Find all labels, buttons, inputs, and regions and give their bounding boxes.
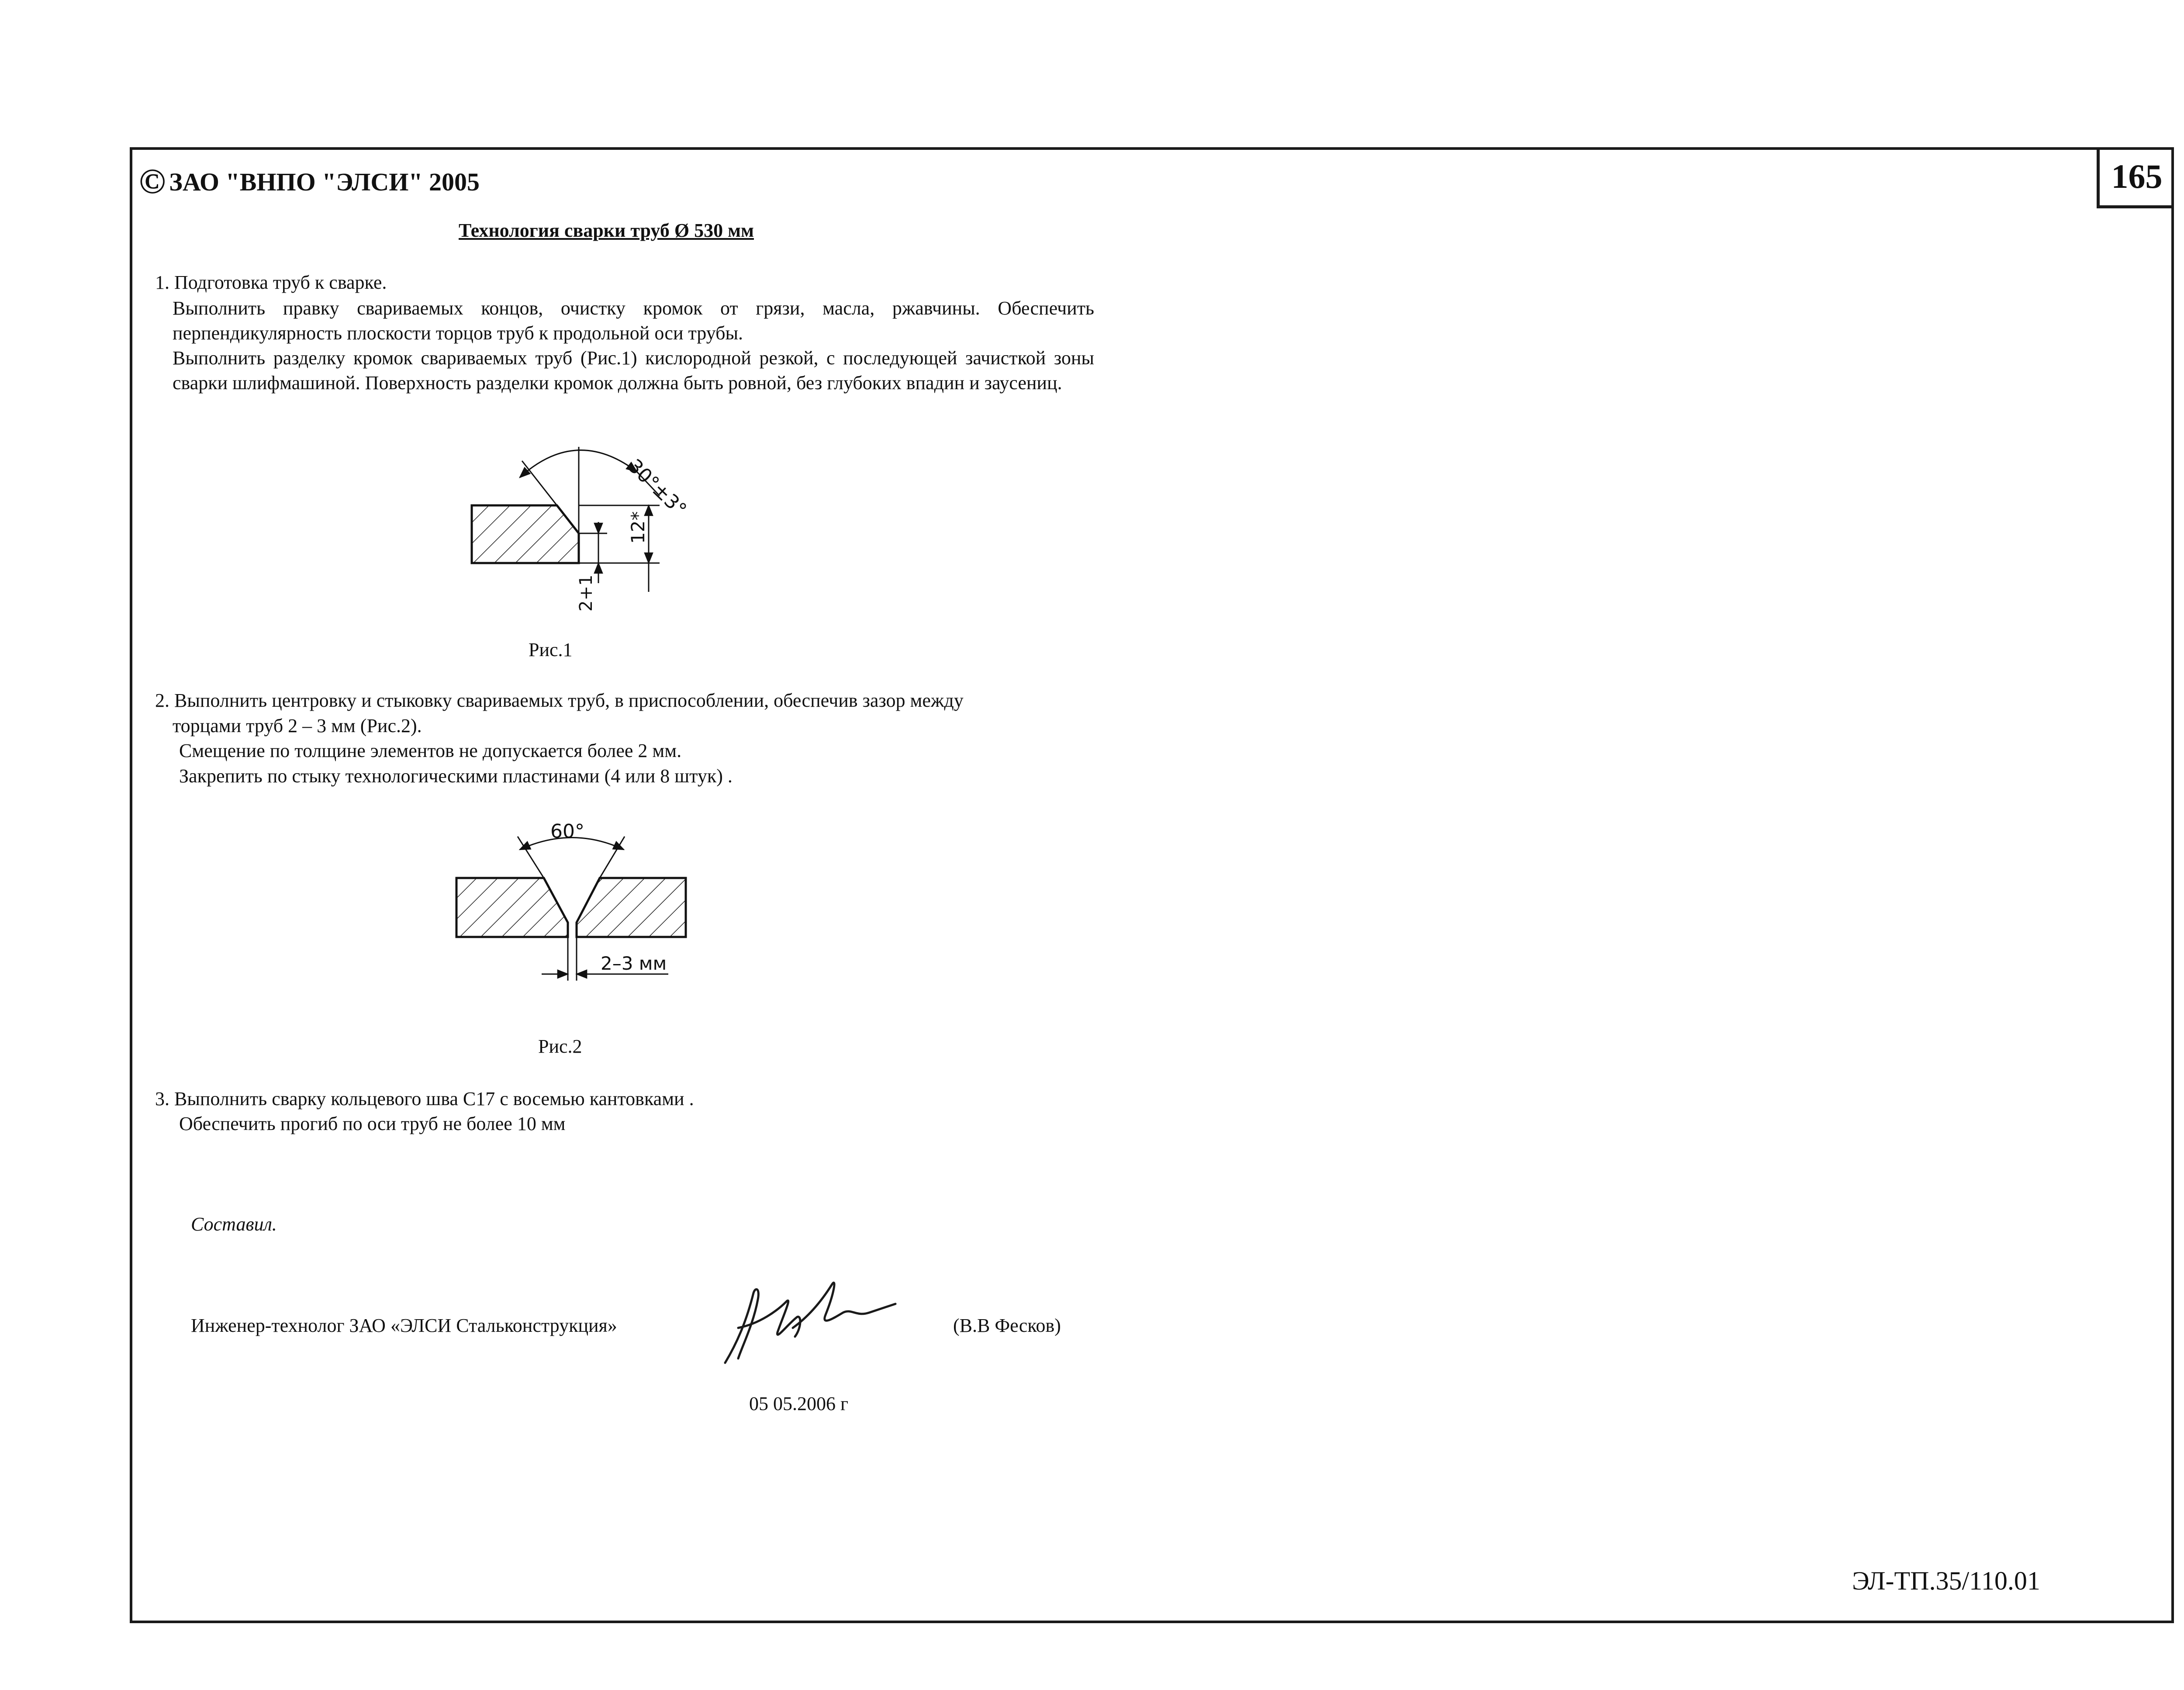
figure2-angle-label: 60° (550, 820, 584, 843)
figure2-right-plate (577, 878, 686, 937)
section3-line1: 3. Выполнить сварку кольцевого шва С17 с восемью кантовками . (155, 1088, 694, 1109)
signoff-date: 05 05.2006 г (749, 1393, 849, 1414)
page-number: 165 (2097, 147, 2174, 208)
figure2-drawing (441, 808, 703, 992)
section2-line1: 2. Выполнить центровку и стыковку свариваемых труб, в приспособлении, обеспечив зазор между (155, 690, 964, 711)
author-name: (В.В Фесков) (953, 1315, 1061, 1336)
section3-line2: Обеспечить прогиб по оси труб не более 10 мм (179, 1113, 566, 1134)
section1-paragraph1: Выполнить правку свариваемых концов, очистку кромок от грязи, масла, ржавчины. Обеспечить перпендикулярность плоскости торцов труб к продольной оси трубы. (173, 297, 1094, 344)
section1-paragraph2: Выполнить разделку кромок свариваемых труб (Рис.1) кислородной резкой, с последующей зачисткой зоны сварки шлифмашиной. Поверхность разделки кромок должна быть ровной, без глубоких впадин и заусениц. (173, 347, 1094, 394)
document-title: Технология сварки труб Ø 530 мм (459, 220, 754, 241)
section2-line4: Закрепить по стыку технологическими пластинами (4 или 8 штук) . (179, 765, 733, 787)
copyright-icon: © (139, 161, 166, 201)
figure1-angle-label: 30°±3° (623, 455, 691, 521)
signature-image (712, 1275, 900, 1372)
figure1-root-label: 2+1 (576, 574, 596, 612)
compiled-label: Составил. (191, 1213, 277, 1235)
section2-line2: торцами труб 2 – 3 мм (Рис.2). (173, 715, 422, 736)
copyright-text: ЗАО "ВНПО "ЭЛСИ" 2005 (169, 168, 480, 196)
figure1-drawing (454, 435, 716, 622)
figure1-height-label: 12* (627, 511, 649, 544)
figure2-left-plate (456, 878, 568, 937)
document-code: ЭЛ-ТП.35/110.01 (1852, 1566, 2040, 1595)
figure2-gap-label: 2–3 мм (601, 953, 667, 974)
figure1-plate (472, 505, 579, 563)
section1-heading: 1. Подготовка труб к сварке. (155, 272, 387, 293)
section2-line3: Смещение по толщине элементов не допускается более 2 мм. (179, 740, 682, 761)
figure2-caption: Рис.2 (538, 1036, 582, 1057)
figure1-caption: Рис.1 (529, 639, 573, 660)
author-position: Инженер-технолог ЗАО «ЭЛСИ Стальконструкция» (191, 1315, 617, 1336)
copyright-header (139, 161, 480, 202)
